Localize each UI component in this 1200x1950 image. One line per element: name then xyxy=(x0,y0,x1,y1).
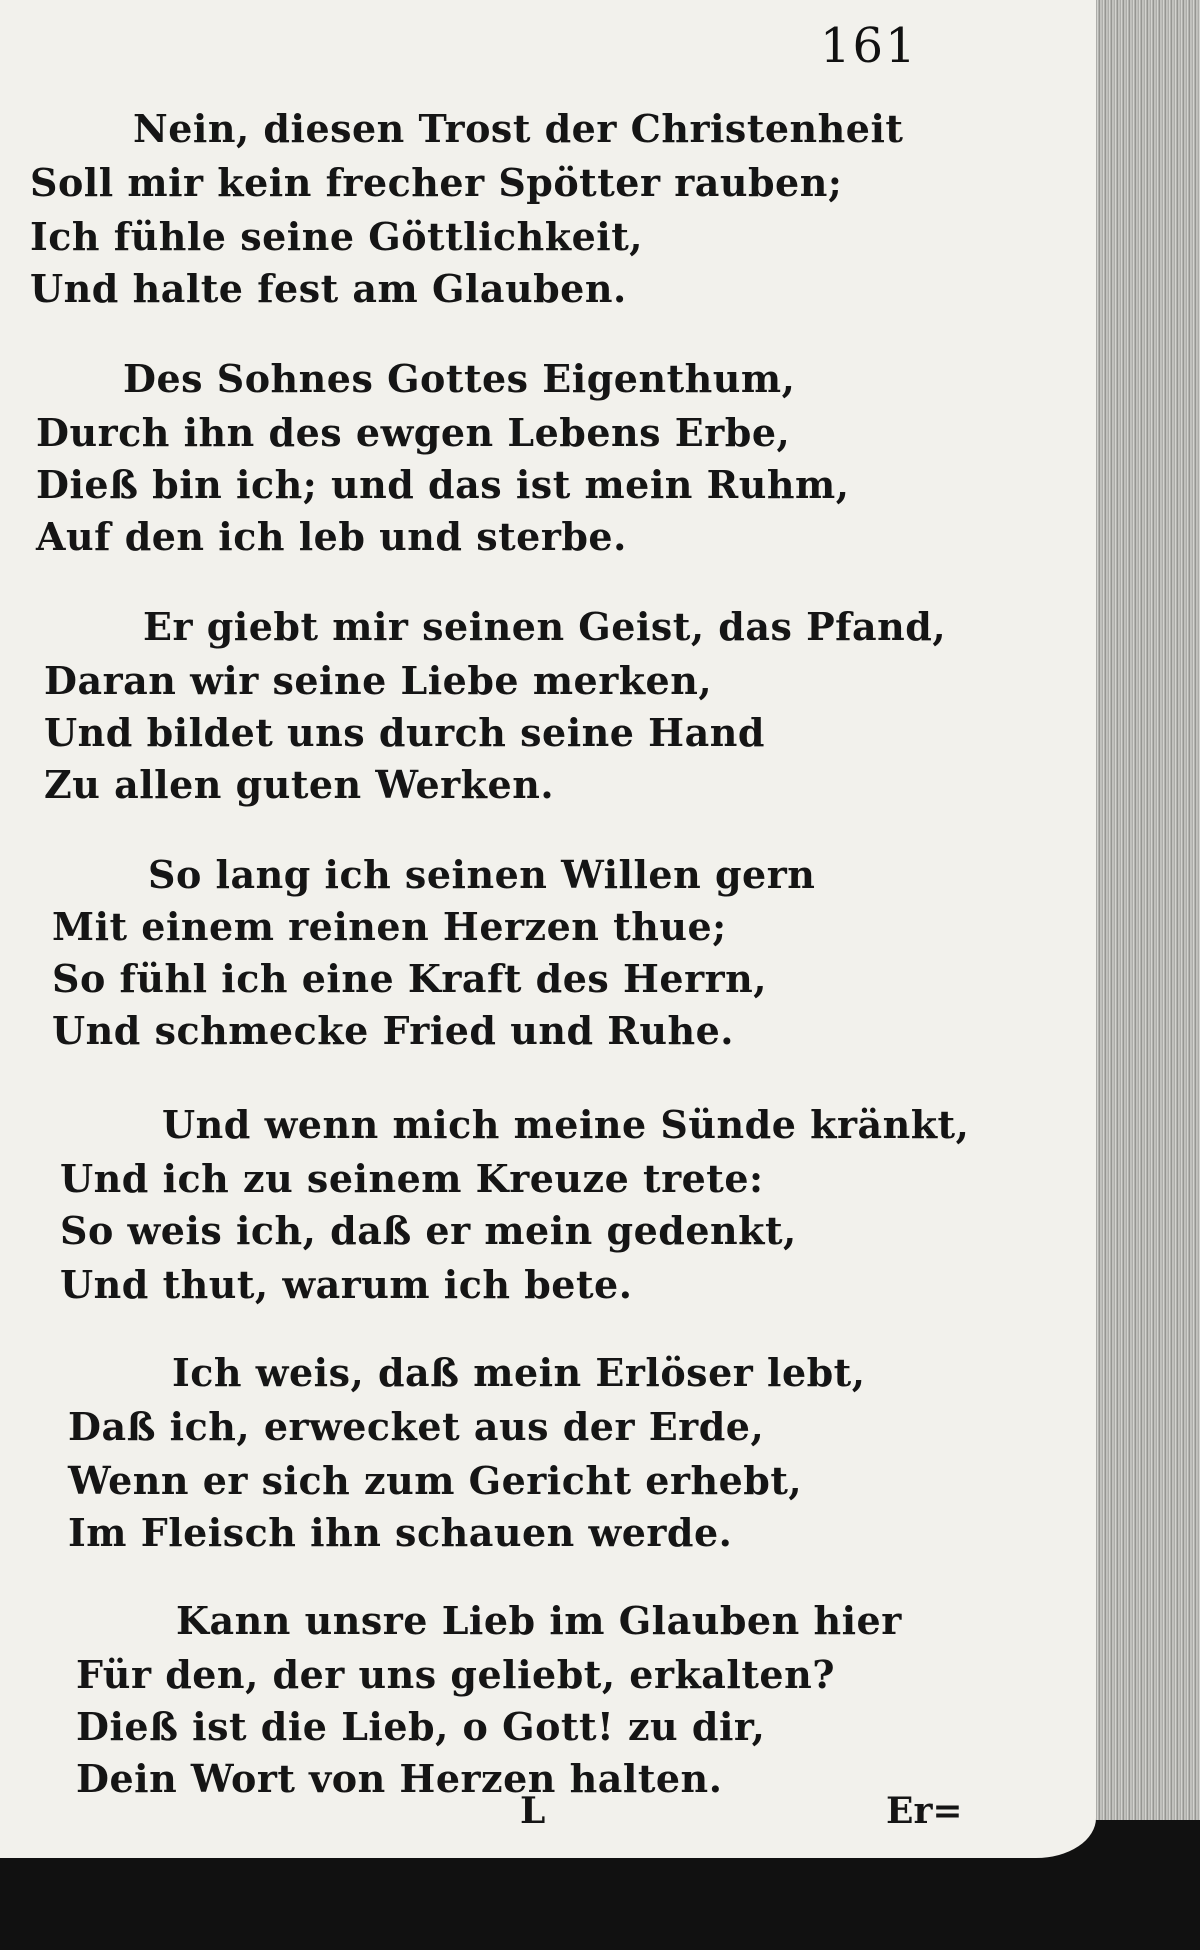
stanza-1-line-1: Nein, diesen Trost der Christenheit xyxy=(133,106,904,151)
stanza-5-line-2: Und ich zu seinem Kreuze trete: xyxy=(60,1156,764,1201)
stanza-1-line-4: Und halte fest am Glauben. xyxy=(30,266,627,311)
stanza-1-line-2: Soll mir kein frecher Spötter rauben; xyxy=(30,160,843,205)
stanza-5-line-3: So weis ich, daß er mein gedenkt, xyxy=(60,1208,797,1253)
stanza-6-line-3: Wenn er sich zum Gericht erhebt, xyxy=(68,1458,803,1503)
stanza-3-line-1: Er giebt mir seinen Geist, das Pfand, xyxy=(143,604,947,649)
catchword: Er= xyxy=(886,1790,963,1832)
signature-mark: L xyxy=(520,1790,546,1832)
page-edge xyxy=(1090,0,1200,1830)
page-number: 161 xyxy=(820,18,918,74)
stanza-4-line-3: So fühl ich eine Kraft des Herrn, xyxy=(52,956,768,1001)
stanza-6-line-1: Ich weis, daß mein Erlöser lebt, xyxy=(172,1350,866,1395)
stanza-6-line-4: Im Fleisch ihn schauen werde. xyxy=(68,1510,733,1555)
stanza-5-line-4: Und thut, warum ich bete. xyxy=(60,1262,633,1307)
stanza-2-line-1: Des Sohnes Gottes Eigenthum, xyxy=(123,356,796,401)
stanza-7-line-2: Für den, der uns geliebt, erkalten? xyxy=(76,1652,835,1697)
stanza-3-line-2: Daran wir seine Liebe merken, xyxy=(44,658,713,703)
stanza-3-line-4: Zu allen guten Werken. xyxy=(44,762,555,807)
stanza-2-line-2: Durch ihn des ewgen Lebens Erbe, xyxy=(36,410,791,455)
stanza-5-line-1: Und wenn mich meine Sünde kränkt, xyxy=(162,1102,970,1147)
stanza-4-line-2: Mit einem reinen Herzen thue; xyxy=(52,904,727,949)
stanza-1-line-3: Ich fühle seine Göttlichkeit, xyxy=(30,214,644,259)
stanza-7-line-1: Kann unsre Lieb im Glauben hier xyxy=(176,1598,902,1643)
stanza-4-line-4: Und schmecke Fried und Ruhe. xyxy=(52,1008,735,1053)
stanza-2-line-3: Dieß bin ich; und das ist mein Ruhm, xyxy=(36,462,850,507)
stanza-6-line-2: Daß ich, erwecket aus der Erde, xyxy=(68,1404,765,1449)
stanza-3-line-3: Und bildet uns durch seine Hand xyxy=(44,710,765,755)
stanza-2-line-4: Auf den ich leb und sterbe. xyxy=(36,514,627,559)
stanza-7-line-3: Dieß ist die Lieb, o Gott! zu dir, xyxy=(76,1704,766,1749)
stanza-7-line-4: Dein Wort von Herzen halten. xyxy=(76,1756,723,1801)
stanza-4-line-1: So lang ich seinen Willen gern xyxy=(148,852,816,897)
